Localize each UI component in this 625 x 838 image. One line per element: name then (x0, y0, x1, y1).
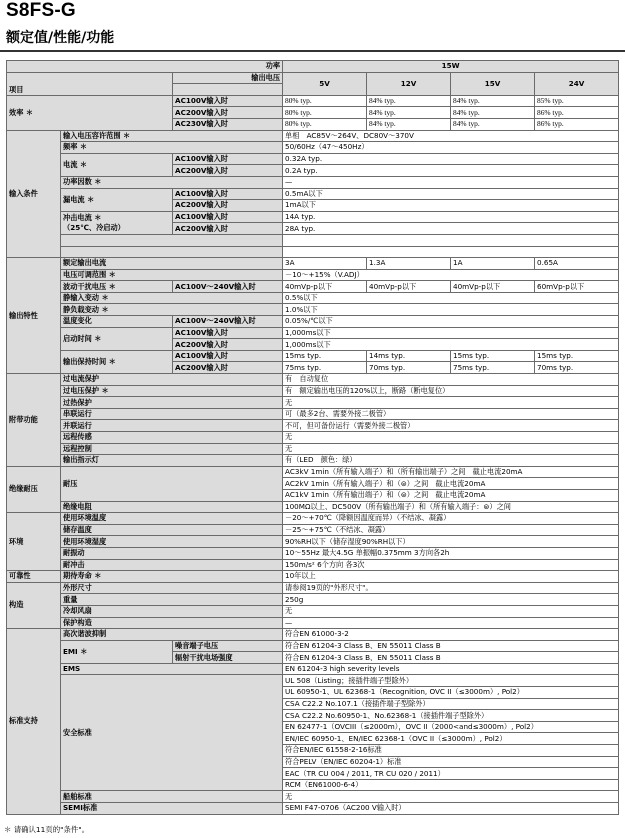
table-row (7, 350, 619, 362)
safety-line: EN 62477-1（OVCIII（≤2000m），OVC II（2000<and≤3000m）, Pol2） (283, 721, 619, 733)
heading-rule (0, 50, 625, 52)
row-label: 储存温度 (61, 524, 283, 536)
condition-label: AC100V输入时 (173, 153, 283, 165)
table-row (7, 547, 619, 559)
table-cell: 50/60Hz（47～450Hz） (283, 142, 619, 154)
table-cell: 符合EN 61204-3 Class B、EN 55011 Class B (283, 640, 619, 652)
table-row (7, 374, 619, 386)
table-cell: 86% typ. (535, 107, 619, 119)
condition-label: AC100V输入时 (173, 350, 283, 362)
standards-label: 标准支持 (7, 629, 61, 815)
row-label: 外形尺寸 (61, 582, 283, 594)
table-cell: 86% typ. (535, 118, 619, 130)
row-label: 远程传感 (61, 432, 283, 444)
table-cell: 80% typ. (283, 118, 367, 130)
environment-label: 环境 (7, 513, 61, 571)
row-label: 波动干扰电压 ＊ (61, 281, 173, 293)
table-row (7, 246, 619, 258)
table-cell: — (283, 617, 619, 629)
row-label: EMI ＊ (61, 640, 173, 663)
input-conditions-label: 输入条件 (7, 130, 61, 258)
table-row (7, 304, 619, 316)
table-row (7, 258, 619, 270)
section-heading: 额定值/性能/功能 (6, 30, 115, 46)
table-cell: 90%RH以下（储存湿度90%RH以下） (283, 536, 619, 548)
condition-label: AC200V输入时 (173, 362, 283, 374)
table-row (7, 675, 619, 687)
table-cell (283, 246, 619, 258)
table-cell: 40mVp-p以下 (451, 281, 535, 293)
table-row (7, 524, 619, 536)
row-label: 输入电压容许范围 ＊ (61, 130, 283, 142)
safety-line: 符合EN/IEC 61558-2-16标准 (283, 745, 619, 757)
table-cell: 40mVp-p以下 (283, 281, 367, 293)
row-label: 功率因数 ＊ (61, 176, 283, 188)
condition-label: AC100V输入时 (173, 188, 283, 200)
table-row (7, 432, 619, 444)
condition-label: AC100V～240V输入时 (173, 281, 283, 293)
voltage-header-24v: 24V (535, 72, 619, 95)
table-cell: 无 (283, 432, 619, 444)
voltage-header-15v: 15V (451, 72, 535, 95)
table-cell: 15ms typ. (451, 350, 535, 362)
table-cell: 250g (283, 594, 619, 606)
table-cell: AC1kV 1min（所有输出端子）和（⊜）之间 截止电流20mA (283, 489, 619, 501)
safety-line: EN/IEC 60950-1、EN/IEC 62368-1（OVC II（≤3000m）, Pol2） (283, 733, 619, 745)
table-cell: 0.5mA以下 (283, 188, 619, 200)
row-label: 静输入变动 ＊ (61, 292, 283, 304)
row-label: EMS (61, 663, 283, 675)
condition-label: 辐射干扰电场强度 (173, 652, 283, 664)
table-cell: 40mVp-p以下 (367, 281, 451, 293)
efficiency-label: 效率 ＊ (7, 95, 173, 130)
item-header-label: 项目 (7, 72, 173, 95)
table-cell: 84% typ. (451, 107, 535, 119)
table-cell: 1A (451, 258, 535, 270)
table-cell: 100MΩ以上、DC500V（所有输出端子）和（所有输入端子：⊜）之间 (283, 501, 619, 513)
table-cell: 1.3A (367, 258, 451, 270)
row-label: 重量 (61, 594, 283, 606)
condition-label: AC100V输入时 (173, 327, 283, 339)
inrush-label: 冲击电流 ＊ (63, 212, 102, 222)
inrush-label-note: （25℃、冷启动） (63, 222, 125, 232)
row-label: 电流 ＊ (61, 153, 173, 176)
table-cell: 1,000ms以下 (283, 339, 619, 351)
row-label: 电压可调范围 ＊ (61, 269, 283, 281)
row-label: 使用环境湿度 (61, 536, 283, 548)
condition-label: AC200V输入时 (173, 339, 283, 351)
row-label: 过热保护 (61, 397, 283, 409)
table-cell: 可（最多2台、需要外接二极管） (283, 408, 619, 420)
table-row (7, 269, 619, 281)
table-cell: 14A typ. (283, 211, 619, 223)
table-row (7, 663, 619, 675)
row-label: 过电压保护 ＊ (61, 385, 283, 397)
safety-line: UL 60950-1、UL 62368-1（Recognition, OVC II（≤3000m）, Pol2） (283, 687, 619, 699)
row-label (61, 246, 283, 258)
voltage-header-5v: 5V (283, 72, 367, 95)
row-label: 温度变化 (61, 316, 173, 328)
row-label: 频率 ＊ (61, 142, 283, 154)
table-cell: 75ms typ. (451, 362, 535, 374)
table-cell: －10～+15%（V.ADJ） (283, 269, 619, 281)
table-cell: －20～+70℃（降额因温度而异）（不结冰、凝露） (283, 513, 619, 525)
table-cell: 符合EN 61204-3 Class B、EN 55011 Class B (283, 652, 619, 664)
table-row (7, 501, 619, 513)
table-row (7, 211, 619, 223)
table-cell: 无 (283, 443, 619, 455)
table-row (7, 594, 619, 606)
table-row (7, 617, 619, 629)
table-cell: 70ms typ. (367, 362, 451, 374)
table-cell: SEMI F47-0706（AC200 V输入时） (283, 803, 619, 815)
voltage-header-12v: 12V (367, 72, 451, 95)
table-cell: AC2kV 1min（所有输入端子）和（⊜）之间 截止电流20mA (283, 478, 619, 490)
table-cell: 符合EN 61000-3-2 (283, 629, 619, 641)
functions-label: 附带功能 (7, 374, 61, 467)
table-cell: 请参阅19页的"外形尺寸"。 (283, 582, 619, 594)
row-label: 耐振动 (61, 547, 283, 559)
table-row (7, 582, 619, 594)
table-row (7, 466, 619, 478)
table-cell: 1.0%以下 (283, 304, 619, 316)
table-cell: 不可，但可备份运行（需要外接二极管） (283, 420, 619, 432)
output-characteristics-label: 输出特性 (7, 258, 61, 374)
row-label: 输出保持时间 ＊ (61, 350, 173, 373)
row-label: 输出指示灯 (61, 455, 283, 467)
safety-line: RCM（EN61000-6-4） (283, 779, 619, 791)
row-label: 启动时间 ＊ (61, 327, 173, 350)
table-row (7, 605, 619, 617)
table-cell: 84% typ. (451, 118, 535, 130)
row-label: 耐压 (61, 466, 283, 501)
row-label: 额定输出电流 (61, 258, 283, 270)
table-row (7, 629, 619, 641)
insulation-label: 绝缘耐压 (7, 466, 61, 512)
table-row (7, 420, 619, 432)
table-cell: 80% typ. (283, 107, 367, 119)
table-cell: －25～+75℃（不结冰、凝露） (283, 524, 619, 536)
row-label: 保护构造 (61, 617, 283, 629)
row-label: 耐冲击 (61, 559, 283, 571)
structure-label: 构造 (7, 582, 61, 628)
condition-label: AC100V输入时 (173, 211, 283, 223)
table-row (7, 95, 619, 107)
table-cell: 0.5%以下 (283, 292, 619, 304)
table-row (7, 803, 619, 815)
table-cell: 1,000ms以下 (283, 327, 619, 339)
table-cell: — (283, 176, 619, 188)
header-spacer (173, 84, 283, 96)
row-label: 高次谐波抑制 (61, 629, 283, 641)
row-label: 冷却风扇 (61, 605, 283, 617)
condition-label: AC200V输入时 (173, 107, 283, 119)
row-label: 漏电流 ＊ (61, 188, 173, 211)
table-cell: EN 61204-3 high severity levels (283, 663, 619, 675)
row-label: 安全标准 (61, 675, 283, 791)
row-label: 串联运行 (61, 408, 283, 420)
safety-line: EAC（TR CU 004 / 2011, TR CU 020 / 2011） (283, 768, 619, 780)
table-cell: 80% typ. (283, 95, 367, 107)
table-cell: 0.05%/℃以下 (283, 316, 619, 328)
table-row (7, 640, 619, 652)
table-cell: 15ms typ. (535, 350, 619, 362)
table-cell: AC3kV 1min（所有输入端子）和（所有输出端子）之间 截止电流20mA (283, 466, 619, 478)
table-cell: 1mA以下 (283, 200, 619, 212)
table-row (7, 327, 619, 339)
table-cell: 84% typ. (451, 95, 535, 107)
table-cell: 有 自动复位 (283, 374, 619, 386)
table-cell (283, 234, 619, 246)
table-cell: 84% typ. (367, 95, 451, 107)
safety-line: 符合PELV（EN/IEC 60204-1）标准 (283, 756, 619, 768)
table-cell: 10年以上 (283, 571, 619, 583)
row-label: 使用环境温度 (61, 513, 283, 525)
safety-line: CSA C22.2 No.107.1（接插件端子型除外） (283, 698, 619, 710)
table-cell: 0.65A (535, 258, 619, 270)
table-cell: 14ms typ. (367, 350, 451, 362)
table-cell: 28A typ. (283, 223, 619, 235)
table-row (7, 408, 619, 420)
condition-label: AC200V输入时 (173, 165, 283, 177)
condition-label: AC200V输入时 (173, 223, 283, 235)
table-cell: 0.2A typ. (283, 165, 619, 177)
table-cell: 0.32A typ. (283, 153, 619, 165)
table-cell: 有 额定输出电压的120%以上，断路（断电复位） (283, 385, 619, 397)
table-cell: 单相 AC85V～264V、DC80V～370V (283, 130, 619, 142)
table-cell: 84% typ. (367, 107, 451, 119)
table-cell: 有（LED 颜色：绿） (283, 455, 619, 467)
table-row (7, 234, 619, 246)
row-label: 船舶标准 (61, 791, 283, 803)
condition-label: AC100V输入时 (173, 95, 283, 107)
table-row (7, 455, 619, 467)
reliability-label: 可靠性 (7, 571, 61, 583)
power-header-label: 功率 (7, 61, 283, 73)
table-cell: 无 (283, 605, 619, 617)
row-label: 静负载变动 ＊ (61, 304, 283, 316)
table-cell: 60mVp-p以下 (535, 281, 619, 293)
table-cell: 15ms typ. (283, 350, 367, 362)
table-cell: 无 (283, 397, 619, 409)
table-row (7, 571, 619, 583)
condition-label: AC230V输入时 (173, 118, 283, 130)
row-label (61, 211, 173, 234)
condition-label: AC200V输入时 (173, 200, 283, 212)
condition-label: 噪音端子电压 (173, 640, 283, 652)
table-row (7, 536, 619, 548)
table-row (7, 791, 619, 803)
table-row (7, 176, 619, 188)
table-row (7, 316, 619, 328)
table-cell: 3A (283, 258, 367, 270)
row-label: SEMI标准 (61, 803, 283, 815)
table-row (7, 130, 619, 142)
table-cell: 无 (283, 791, 619, 803)
table-row (7, 142, 619, 154)
table-row (7, 385, 619, 397)
table-cell: 70ms typ. (535, 362, 619, 374)
condition-label: AC100V～240V输入时 (173, 316, 283, 328)
output-voltage-header-label: 输出电压 (173, 72, 283, 84)
row-label: 远程控制 (61, 443, 283, 455)
row-label: 绝缘电阻 (61, 501, 283, 513)
row-label (61, 234, 283, 246)
table-row (7, 443, 619, 455)
row-label: 期待寿命 ＊ (61, 571, 283, 583)
table-cell: 84% typ. (367, 118, 451, 130)
table-row (7, 513, 619, 525)
table-row (7, 292, 619, 304)
table-row (7, 559, 619, 571)
safety-line: CSA C22.2 No.60950-1、No.62368-1（接插件端子型除外） (283, 710, 619, 722)
table-cell: 85% typ. (535, 95, 619, 107)
table-row (7, 188, 619, 200)
footnote: ＊ 请确认11页的"条件"。 (4, 825, 90, 834)
table-row (7, 153, 619, 165)
table-cell: 150m/s² 6个方向 各3次 (283, 559, 619, 571)
safety-line: UL 508（Listing；接插件端子型除外） (283, 675, 619, 687)
row-label: 过电流保护 (61, 374, 283, 386)
table-cell: 75ms typ. (283, 362, 367, 374)
table-row (7, 397, 619, 409)
row-label: 并联运行 (61, 420, 283, 432)
table-cell: 10～55Hz 最大4.5G 单振幅0.375mm 3方向各2h (283, 547, 619, 559)
power-value: 15W (283, 61, 619, 73)
model-name: S8FS-G (6, 0, 76, 21)
spec-table (6, 60, 619, 815)
table-row (7, 281, 619, 293)
